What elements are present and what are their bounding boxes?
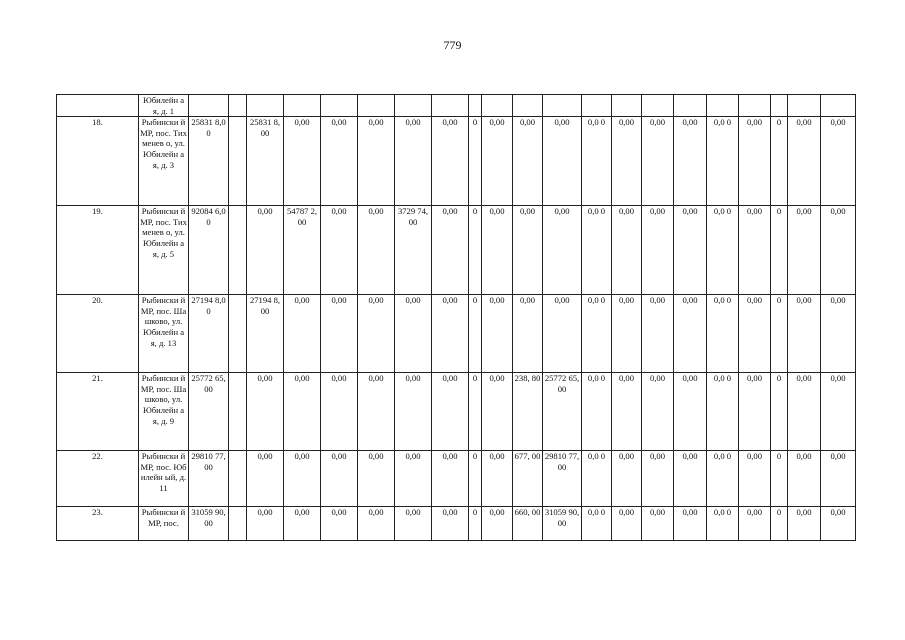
value-cell: 0,00 xyxy=(482,206,513,295)
value-cell: 0,00 xyxy=(739,451,771,507)
value-cell: 0,00 xyxy=(543,295,582,373)
value-cell: 0,00 xyxy=(674,295,707,373)
value-cell: 0,00 xyxy=(432,451,469,507)
value-cell: 0,00 xyxy=(788,507,821,541)
value-cell: 31059 90,00 xyxy=(543,507,582,541)
row-number-cell: 20. xyxy=(57,295,139,373)
value-cell: 0 xyxy=(771,373,788,451)
value-cell: 25831 8,00 xyxy=(189,117,229,206)
value-cell: 0,00 xyxy=(432,507,469,541)
value-cell: 0,00 xyxy=(821,206,856,295)
value-cell: 31059 90,00 xyxy=(189,507,229,541)
value-cell: 0,00 xyxy=(612,373,642,451)
value-cell: 0,00 xyxy=(612,507,642,541)
value-cell: 25772 65,00 xyxy=(543,373,582,451)
value-cell: 0 xyxy=(771,206,788,295)
value-cell: 0,00 xyxy=(284,373,321,451)
value-cell: 0,00 xyxy=(543,206,582,295)
value-cell: 0,00 xyxy=(432,117,469,206)
table-row xyxy=(57,295,856,373)
value-cell: 0,00 xyxy=(482,373,513,451)
value-cell: 0,00 xyxy=(821,295,856,373)
value-cell xyxy=(229,507,247,541)
value-cell: 0,00 xyxy=(284,507,321,541)
value-cell xyxy=(229,206,247,295)
value-cell: 0,00 xyxy=(739,117,771,206)
address-cell: Рыбински й МР, пос. Тихменев о, ул. Юбилейн ая, д. 5 xyxy=(139,206,189,295)
value-cell: 27194 8,00 xyxy=(189,295,229,373)
value-cell: 0,00 xyxy=(821,507,856,541)
value-cell: 0,00 xyxy=(821,117,856,206)
table-row xyxy=(57,95,856,117)
value-cell: 25831 8,00 xyxy=(247,117,284,206)
value-cell: 0,00 xyxy=(321,507,358,541)
value-cell: 0,00 xyxy=(642,295,674,373)
value-cell: 0,00 xyxy=(482,117,513,206)
value-cell: 27194 8,00 xyxy=(247,295,284,373)
value-cell: 92084 6,00 xyxy=(189,206,229,295)
value-cell: 0,00 xyxy=(395,295,432,373)
value-cell: 0,0 0 xyxy=(707,451,739,507)
value-cell: 0,00 xyxy=(513,295,543,373)
value-cell: 0,00 xyxy=(788,373,821,451)
value-cell: 0,00 xyxy=(395,451,432,507)
table-row xyxy=(57,206,856,295)
value-cell: 0,0 0 xyxy=(707,117,739,206)
row-number-cell: 18. xyxy=(57,117,139,206)
value-cell: 0,0 0 xyxy=(582,117,612,206)
row-number-cell: 19. xyxy=(57,206,139,295)
value-cell: 0 xyxy=(771,451,788,507)
value-cell: 0,00 xyxy=(788,295,821,373)
value-cell: 0,00 xyxy=(788,206,821,295)
value-cell: 0,00 xyxy=(432,206,469,295)
value-cell: 0 xyxy=(771,507,788,541)
value-cell: 0,0 0 xyxy=(707,507,739,541)
value-cell: 0,00 xyxy=(482,507,513,541)
value-cell: 0,00 xyxy=(358,507,395,541)
value-cell: 54787 2,00 xyxy=(284,206,321,295)
value-cell: 0,00 xyxy=(642,451,674,507)
value-cell: 0 xyxy=(771,295,788,373)
row-number-cell xyxy=(57,95,139,117)
address-cell: Рыбински й МР, пос. Юбилейн ый, д. 11 xyxy=(139,451,189,507)
value-cell: 0,00 xyxy=(321,295,358,373)
row-number-cell: 22. xyxy=(57,451,139,507)
value-cell: 0,00 xyxy=(674,117,707,206)
table-row xyxy=(57,117,856,206)
value-cell xyxy=(229,373,247,451)
value-cell: 0,00 xyxy=(739,373,771,451)
value-cell: 0,00 xyxy=(284,295,321,373)
address-cell: Рыбински й МР, пос. Шашково, ул. Юбилейн ая, д. 9 xyxy=(139,373,189,451)
value-cell: 0,00 xyxy=(395,373,432,451)
value-cell: 0,0 0 xyxy=(582,206,612,295)
value-cell: 0,00 xyxy=(321,117,358,206)
value-cell: 0,00 xyxy=(358,295,395,373)
address-cell: Юбилейн ая, д. 1 xyxy=(139,95,189,117)
value-cell: 0,00 xyxy=(432,295,469,373)
value-cell: 0,00 xyxy=(432,373,469,451)
value-cell: 0,00 xyxy=(612,295,642,373)
value-cell xyxy=(229,451,247,507)
value-cell: 29810 77,00 xyxy=(543,451,582,507)
value-cell: 0,00 xyxy=(358,373,395,451)
value-cell xyxy=(229,295,247,373)
value-cell: 0,0 0 xyxy=(582,507,612,541)
page-number: 779 xyxy=(443,38,462,52)
value-cell: 0,0 0 xyxy=(582,451,612,507)
value-cell: 0,00 xyxy=(821,373,856,451)
table-row xyxy=(57,451,856,507)
value-cell: 0 xyxy=(469,117,482,206)
value-cell: 0,00 xyxy=(358,117,395,206)
value-cell: 0,00 xyxy=(642,507,674,541)
value-cell: 0,00 xyxy=(513,117,543,206)
value-cell: 0,00 xyxy=(739,507,771,541)
value-cell: 0 xyxy=(469,507,482,541)
value-cell: 0 xyxy=(469,373,482,451)
value-cell: 0,00 xyxy=(321,373,358,451)
table-row xyxy=(57,507,856,541)
value-cell: 0,00 xyxy=(612,117,642,206)
value-cell xyxy=(229,117,247,206)
row-number-cell: 21. xyxy=(57,373,139,451)
row-number-cell: 23. xyxy=(57,507,139,541)
value-cell: 0,00 xyxy=(284,451,321,507)
value-cell: 0,00 xyxy=(321,451,358,507)
table-row xyxy=(57,373,856,451)
value-cell: 0,00 xyxy=(482,295,513,373)
value-cell: 0,00 xyxy=(247,373,284,451)
value-cell: 0,00 xyxy=(612,451,642,507)
value-cell: 0,00 xyxy=(513,206,543,295)
value-cell: 0,00 xyxy=(642,117,674,206)
value-cell: 0,0 0 xyxy=(582,373,612,451)
value-cell: 0,00 xyxy=(642,206,674,295)
value-cell: 0,0 0 xyxy=(707,206,739,295)
value-cell: 0,00 xyxy=(674,373,707,451)
value-cell: 0,00 xyxy=(788,117,821,206)
value-cell: 0,00 xyxy=(674,507,707,541)
value-cell: 0,00 xyxy=(395,117,432,206)
value-cell: 3729 74,00 xyxy=(395,206,432,295)
value-cell: 0,0 0 xyxy=(707,295,739,373)
value-cell: 0,00 xyxy=(358,451,395,507)
value-cell: 0,00 xyxy=(358,206,395,295)
address-cell: Рыбински й МР, пос. xyxy=(139,507,189,541)
value-cell: 660, 00 xyxy=(513,507,543,541)
value-cell: 0,00 xyxy=(284,117,321,206)
value-cell: 0,00 xyxy=(247,507,284,541)
value-cell: 677, 00 xyxy=(513,451,543,507)
value-cell: 0,00 xyxy=(739,295,771,373)
value-cell: 0,00 xyxy=(674,206,707,295)
value-cell: 0,00 xyxy=(612,206,642,295)
value-cell: 0,00 xyxy=(788,451,821,507)
value-cell: 0,00 xyxy=(321,206,358,295)
data-table xyxy=(56,94,856,541)
value-cell: 0,00 xyxy=(642,373,674,451)
value-cell: 0,00 xyxy=(543,117,582,206)
value-cell: 0,00 xyxy=(482,451,513,507)
value-cell: 25772 65,00 xyxy=(189,373,229,451)
value-cell: 0,00 xyxy=(247,451,284,507)
value-cell: 0,00 xyxy=(247,206,284,295)
value-cell: 0 xyxy=(469,451,482,507)
value-cell: 0 xyxy=(469,295,482,373)
value-cell: 0,0 0 xyxy=(707,373,739,451)
value-cell: 0,00 xyxy=(739,206,771,295)
value-cell: 0,00 xyxy=(821,451,856,507)
value-cell: 29810 77,00 xyxy=(189,451,229,507)
value-cell: 238, 80 xyxy=(513,373,543,451)
value-cell: 0,00 xyxy=(674,451,707,507)
value-cell: 0 xyxy=(469,206,482,295)
value-cell: 0 xyxy=(771,117,788,206)
value-cell: 0,00 xyxy=(395,507,432,541)
value-cell: 0,0 0 xyxy=(582,295,612,373)
address-cell: Рыбински й МР, пос. Шашково, ул. Юбилейн ая, д. 13 xyxy=(139,295,189,373)
address-cell: Рыбински й МР, пос. Тихменев о, ул. Юбилейн ая, д. 3 xyxy=(139,117,189,206)
